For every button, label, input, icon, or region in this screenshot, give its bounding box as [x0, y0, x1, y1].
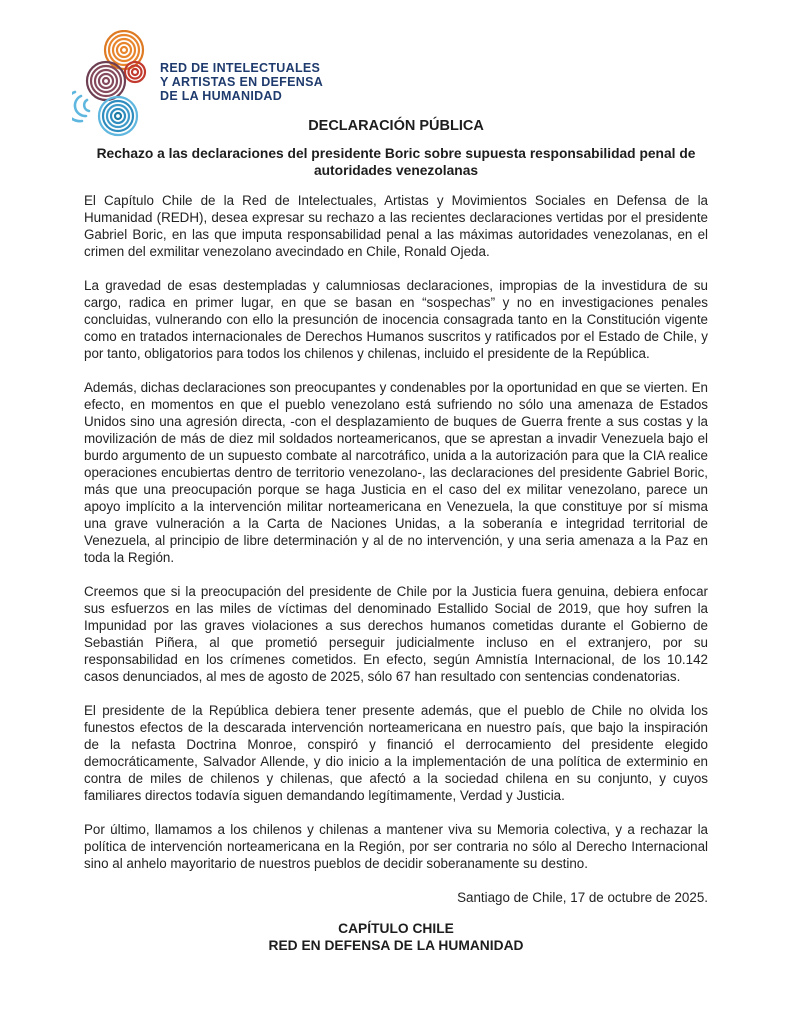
- logo-wordmark-line: RED DE INTELECTUALES: [160, 61, 321, 75]
- paragraph: Creemos que si la preocupación del presidente de Chile por la Justicia fuera genuina, debiera enfocar sus esfuerzos en las miles de víctimas del denominado Estallido Social de 2019, que hoy sufren la Impunidad por las graves violaciones a sus derechos humanos cometidas durante el Gobierno de Sebastián Piñera, al que prometió perseguir judicialmente incluso en el extranjero, por su responsabilidad en los crímenes cometidos. En efecto, según Amnistía Internacional, de los 10.142 casos denunciados, al mes de agosto de 2025, sólo 67 han resultado con sentencias condenatorias.: [84, 584, 708, 684]
- logo-wordmark-line: DE LA HUMANIDAD: [160, 89, 283, 103]
- paragraph: La gravedad de esas destempladas y calumniosas declaraciones, impropias de la investidura de su cargo, radica en primer lugar, en que se basan en “sospechas” y no en investigaciones penales concluidas, vulnerando con ello la presunción de inocencia consagrada tanto en la Constitución vigente como en tratados internacionales de Derechos Humanos suscritos y ratificados por el Estado de Chile, y por tanto, obligatorios para todos los chilenos y chilenas, incluido el presidente de la República.: [84, 278, 708, 361]
- document-footer: [84, 920, 708, 954]
- paragraph: Por último, llamamos a los chilenos y chilenas a mantener viva su Memoria colectiva, y a rechazar la política de intervención norteamericana en la Región, por ser contraria no sólo al Derecho Internacional sino al anhelo mayoritario de nuestros pueblos de decidir soberanamente su destino.: [84, 822, 708, 871]
- footer-org-name: RED EN DEFENSA DE LA HUMANIDAD: [268, 938, 524, 953]
- logo-wordmark-line: Y ARTISTAS EN DEFENSA: [160, 75, 324, 89]
- paragraph: El Capítulo Chile de la Red de Intelectuales, Artistas y Movimientos Sociales en Defensa de la Humanidad (REDH), desea expresar su rechazo a las recientes declaraciones vertidas por el presidente Gabriel Boric, en las que imputa responsabilidad penal a las máximas autoridades venezolanas, en el crimen del exmilitar venezolano avecindado en Chile, Ronald Ojeda.: [84, 193, 708, 259]
- paragraph: Además, dichas declaraciones son preocupantes y condenables por la oportunidad en que se vierten. En efecto, en momentos en que el pueblo venezolano está sufriendo no sólo una amenaza de Estados Unidos sino una agresión directa, -con el desplazamiento de buques de Guerra frente a sus costas y la movilización de más de diez mil soldados norteamericanos, que se aprestan a invadir Venezuela bajo el burdo argumento de un supuesto combate al narcotráfico, unida a la autorización para que la CIA realice operaciones encubiertas dentro de territorio venezolano-, las declaraciones del presidente Gabriel Boric, más que una preocupación porque se haga Justicia en el caso del ex militar venezolano, parece un apoyo implícito a la intervención militar norteamericana en Venezuela, la que constituye por sí misma una grave vulneración a la Carta de Naciones Unidas, a la soberanía e integridad territorial de Venezuela, al principio de libre determinación y al de no intervención, y una seria amenaza a la Paz en toda la Región.: [84, 380, 708, 565]
- dateline: Santiago de Chile, 17 de octubre de 2025.: [457, 890, 708, 905]
- document-content: [84, 0, 708, 954]
- footer-org-chapter: CAPÍTULO CHILE: [338, 921, 454, 936]
- document-body: [84, 192, 708, 872]
- document-subtitle: Rechazo a las declaraciones del presidente Boric sobre supuesta responsabilidad penal de autoridades venezolanas: [96, 146, 696, 178]
- paragraph: El presidente de la República debiera tener presente además, que el pueblo de Chile no olvida los funestos efectos de la descarada intervención norteamericana en nuestro país, que bajo la inspiración de la nefasta Doctrina Monroe, conspiró y financió el derrocamiento del presidente elegido democráticamente, Salvador Allende, y dio inicio a la implementación de una política de exterminio en contra de miles de chilenos y chilenas, que afectó a la sociedad chilena en su conjunto, y cuyos familiares directos todavía siguen demandando legítimamente, Verdad y Justicia.: [84, 703, 708, 803]
- page-title: DECLARACIÓN PÚBLICA: [308, 118, 484, 134]
